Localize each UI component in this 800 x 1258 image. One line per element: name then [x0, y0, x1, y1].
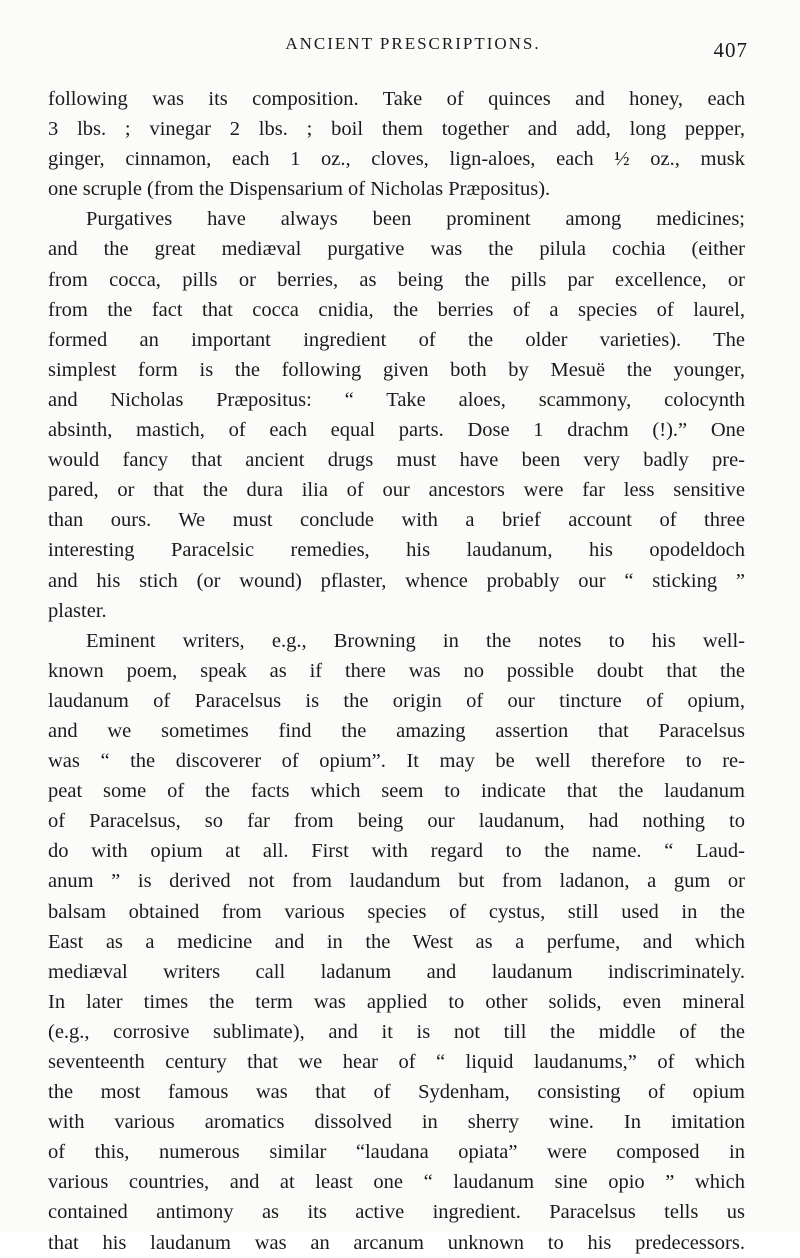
- text-line: In later times the term was applied to other solids, even mineral: [48, 990, 745, 1013]
- text-line: plaster.: [48, 599, 107, 622]
- text-line: known poem, speak as if there was no possible doubt that the: [48, 659, 745, 682]
- text-line: pared, or that the dura ilia of our ancestors were far less sensitive: [48, 479, 745, 502]
- text-line: mediæval writers call ladanum and laudanum indiscriminately.: [48, 960, 745, 983]
- text-line: balsam obtained from various species of cystus, still used in the: [48, 900, 745, 923]
- page-number: 407: [713, 38, 748, 62]
- text-line: with various aromatics dissolved in sherry wine. In imitation: [48, 1111, 745, 1134]
- text-line: one scruple (from the Dispensarium of Nicholas Præpositus).: [48, 178, 551, 201]
- text-line: various countries, and at least one “ laudanum sine opio ” which: [48, 1171, 745, 1194]
- text-line: was “ the discoverer of opium”. It may be well therefore to re-: [48, 750, 745, 773]
- text-line: Eminent writers, e.g., Browning in the notes to his well-: [86, 629, 745, 652]
- text-line: (e.g., corrosive sublimate), and it is not till the middle of the: [48, 1020, 745, 1043]
- text-line: simplest form is the following given both by Mesuë the younger,: [48, 358, 745, 381]
- text-line: ginger, cinnamon, each 1 oz., cloves, lign-aloes, each ½ oz., musk: [48, 148, 745, 171]
- text-line: from cocca, pills or berries, as being the pills par excellence, or: [48, 268, 745, 291]
- text-line: Purgatives have always been prominent among medicines;: [86, 208, 745, 231]
- text-line: formed an important ingredient of the older varieties). The: [48, 328, 745, 351]
- running-head: ANCIENT PRESCRIPTIONS.: [285, 34, 541, 53]
- text-line: following was its composition. Take of quinces and honey, each: [48, 88, 745, 110]
- text-line: from the fact that cocca cnidia, the berries of a species of laurel,: [48, 298, 745, 321]
- text-line: East as a medicine and in the West as a perfume, and which: [48, 930, 745, 953]
- body-text: [48, 84, 745, 1258]
- text-line: do with opium at all. First with regard to the name. “ Laud-: [48, 840, 745, 863]
- text-line: anum ” is derived not from laudandum but from ladanon, a gum or: [48, 870, 745, 893]
- page-header: [48, 34, 748, 64]
- text-line: and his stich (or wound) pflaster, whence probably our “ sticking ”: [48, 569, 745, 592]
- text-line: and the great mediæval purgative was the pilula cochia (either: [48, 238, 745, 261]
- text-line: seventeenth century that we hear of “ liquid laudanums,” of which: [48, 1051, 745, 1073]
- text-line: of this, numerous similar “laudana opiata” were composed in: [48, 1141, 745, 1164]
- text-line: absinth, mastich, of each equal parts. Dose 1 drachm (!).” One: [48, 419, 745, 442]
- text-line: that his laudanum was an arcanum unknown to his predecessors.: [48, 1231, 745, 1254]
- text-line: contained antimony as its active ingredient. Paracelsus tells us: [48, 1201, 745, 1224]
- text-line: 3 lbs. ; vinegar 2 lbs. ; boil them together and add, long pepper,: [48, 118, 745, 141]
- text-line: interesting Paracelsic remedies, his laudanum, his opodeldoch: [48, 539, 745, 562]
- text-line: laudanum of Paracelsus is the origin of our tincture of opium,: [48, 689, 745, 712]
- text-line: would fancy that ancient drugs must have been very badly pre-: [48, 449, 745, 472]
- text-line: of Paracelsus, so far from being our laudanum, had nothing to: [48, 810, 745, 833]
- text-line: the most famous was that of Sydenham, consisting of opium: [48, 1081, 745, 1104]
- text-line: peat some of the facts which seem to indicate that the laudanum: [48, 780, 745, 803]
- text-line: and Nicholas Præpositus: “ Take aloes, scammony, colocynth: [48, 388, 745, 411]
- text-line: and we sometimes find the amazing assertion that Paracelsus: [48, 719, 745, 742]
- text-line: than ours. We must conclude with a brief account of three: [48, 509, 745, 532]
